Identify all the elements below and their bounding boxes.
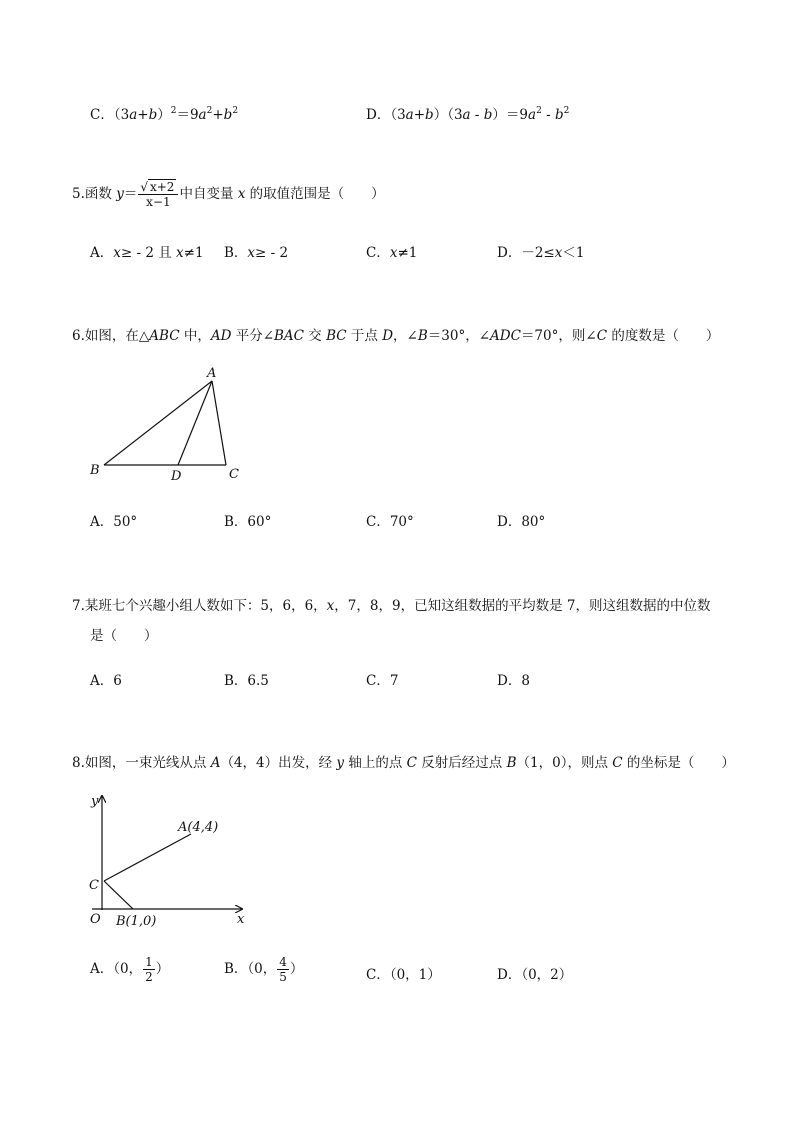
label-c: C [229, 467, 239, 482]
label-c: C [89, 878, 99, 893]
side-ac [212, 381, 226, 465]
q5-option-c: C．x≠1 [366, 245, 418, 261]
question-5: 5.函数 y＝ $\frac{√ x+2}{x-1}$ 中自变量 x 的取值范围是（ ） [72, 180, 385, 209]
q8-option-a: A．（0， $\frac{1}{2}$ ） [90, 955, 170, 984]
q8-option-c: C．（0，1） [366, 967, 441, 983]
q6-option-c: C．70° [366, 514, 414, 530]
q8-option-d: D．（0，2） [497, 967, 573, 983]
label-b: B [90, 463, 100, 478]
question-7-line2: 是（ ） [90, 628, 158, 644]
q7-option-d: D．8 [497, 673, 530, 689]
q6-option-a: A．50° [90, 514, 138, 530]
fraction: $\frac{1}{2}$ [145, 955, 153, 984]
triangle-figure [84, 362, 254, 487]
question-7: 7.某班七个兴趣小组人数如下：5，6，6，x，7，8，9，已知这组数据的平均数是 7，则这组数据的中位数 [72, 598, 711, 614]
question-6: 6.如图，在△ABC 中，AD 平分∠BAC 交 BC 于点 D，∠B＝30°，∠ADC＝70°，则∠C 的度数是（ ） [72, 328, 720, 344]
label-o: O [90, 912, 101, 927]
q4-option-d: D．$(3a+b)(3a - b)=9a^2 - b^2$ [366, 106, 570, 123]
q6-option-d: D．80° [497, 514, 546, 530]
fraction: $\frac{√ x+2}{x-1}$ [138, 180, 178, 209]
label-b: B(1,0) [116, 914, 157, 929]
q5-option-b: B．x≥ - 2 [224, 245, 289, 261]
label-y: y [91, 794, 99, 809]
coordinate-figure [82, 790, 252, 930]
side-ba [104, 381, 212, 465]
q5-option-d: D．－2≤x＜1 [497, 245, 585, 261]
fraction: $\frac{4}{5}$ [279, 955, 287, 984]
ray-cb [104, 881, 133, 909]
q7-option-b: B．6.5 [224, 673, 269, 689]
q7-option-a: A．6 [90, 673, 122, 689]
q8-option-b: B．（0， $\frac{4}{5}$ ） [224, 955, 304, 984]
label-d: D [171, 469, 182, 484]
label-a: A [207, 366, 217, 381]
q6-option-b: B．60° [224, 514, 272, 530]
label-a: A(4,4) [178, 820, 219, 835]
ray-ac [104, 834, 191, 881]
question-8: 8.如图，一束光线从点 A（4，4）出发，经 y 轴上的点 C 反射后经过点 B（1，0），则点 C 的坐标是（ ） [72, 755, 735, 771]
q4-option-c: C．$(3a+b)^2=9a^2+b^2$ [90, 106, 239, 123]
q7-option-c: C．7 [366, 673, 399, 689]
q5-option-a: A．x≥ - 2 且 x≠1 [90, 245, 204, 261]
label-x: x [237, 912, 245, 927]
